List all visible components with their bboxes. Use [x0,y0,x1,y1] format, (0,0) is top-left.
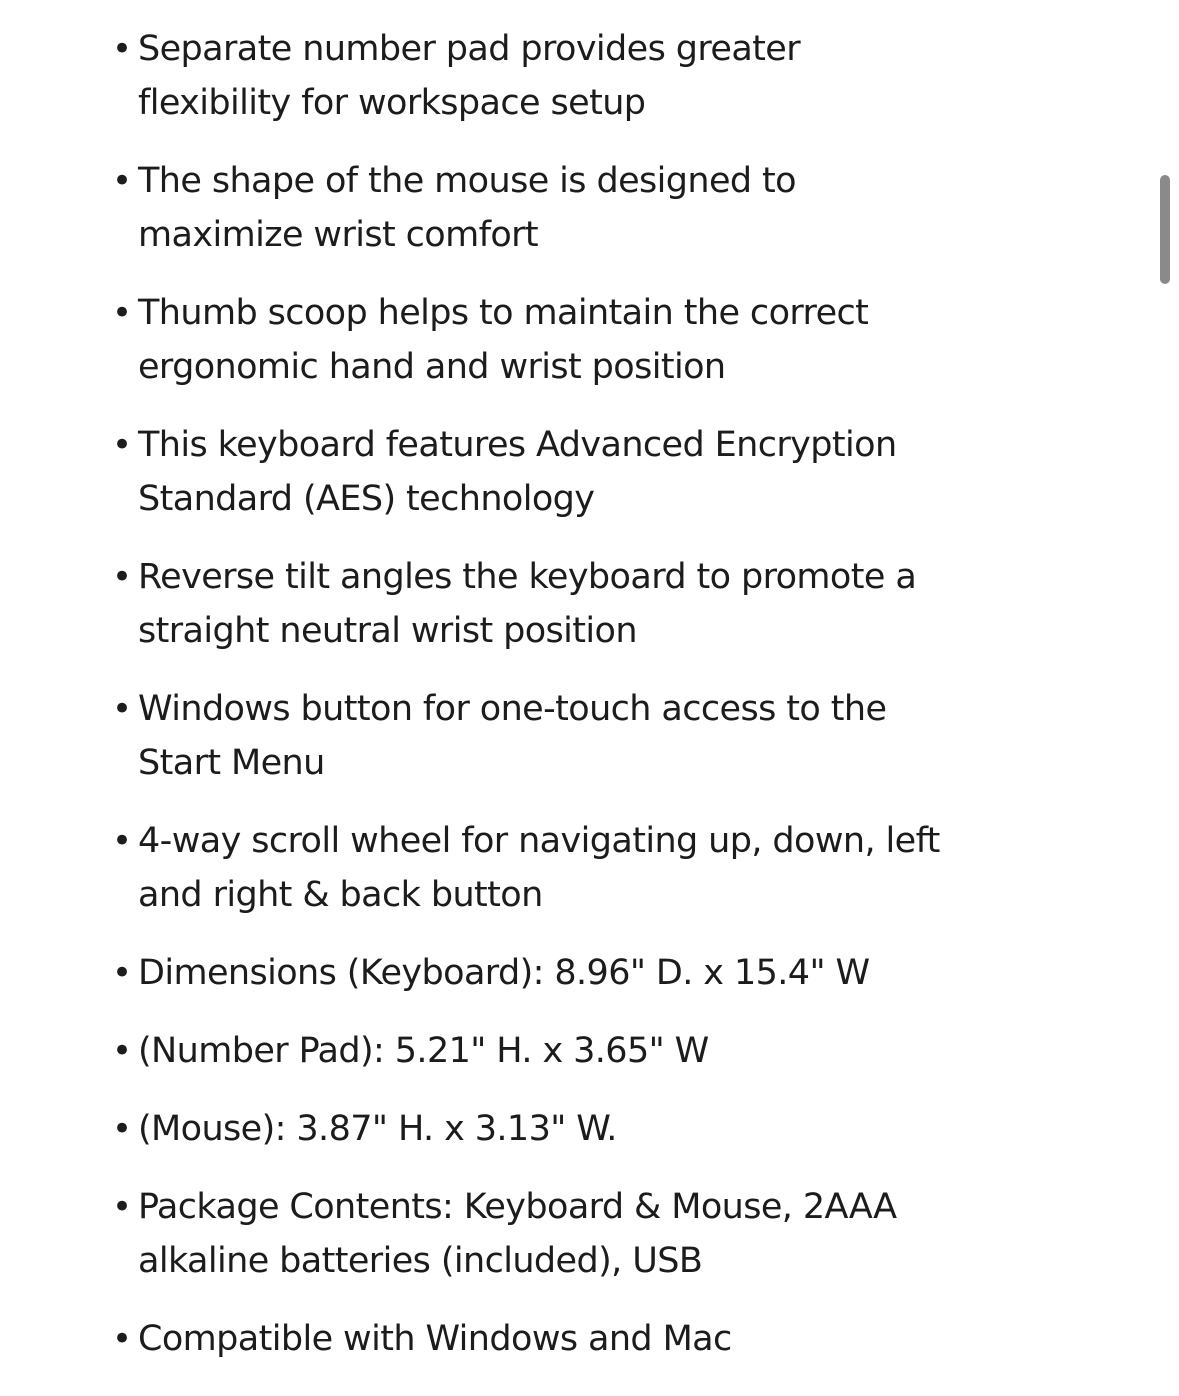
feature-list [0,22,940,1390]
bullet-icon: • [112,1031,133,1071]
feature-text: maximize wrist comfort [138,215,539,255]
feature-text: flexibility for workspace setup [138,83,646,123]
bullet-icon: • [112,1319,133,1359]
feature-text: ergonomic hand and wrist position [138,347,726,387]
feature-text: alkaline batteries (included), USB [138,1241,703,1281]
bullet-icon: • [112,1109,133,1149]
feature-list-item [0,418,940,526]
feature-text: (Mouse): 3.87" H. x 3.13" W. [138,1109,617,1149]
feature-list-item [0,550,940,658]
feature-list-item [0,154,940,262]
feature-text: 4-way scroll wheel for navigating up, down, left [138,821,940,861]
feature-text: The shape of the mouse is designed to [138,161,796,201]
bullet-icon: • [112,953,133,993]
feature-list-item [0,1024,940,1078]
feature-list-item [0,1180,940,1288]
feature-text: Dimensions (Keyboard): 8.96" D. x 15.4" W [138,953,870,993]
feature-list-item [0,1102,940,1156]
feature-text: Reverse tilt angles the keyboard to promote a [138,557,917,597]
bullet-icon: • [112,161,133,201]
feature-text: straight neutral wrist position [138,611,637,651]
feature-list-item [0,22,940,130]
feature-list-item [0,814,940,922]
feature-list-item [0,1312,940,1366]
feature-text: (Number Pad): 5.21" H. x 3.65" W [138,1031,709,1071]
bullet-icon: • [112,557,133,597]
feature-text: This keyboard features Advanced Encryption [138,425,897,465]
bullet-icon: • [112,1187,133,1227]
feature-text: Windows button for one-touch access to the [138,689,887,729]
bullet-icon: • [112,29,133,69]
feature-text: Thumb scoop helps to maintain the correct [138,293,869,333]
feature-text: Separate number pad provides greater [138,29,801,69]
bullet-icon: • [112,689,133,729]
bullet-icon: • [112,293,133,333]
bullet-icon: • [112,425,133,465]
feature-list-item [0,682,940,790]
feature-list-item [0,286,940,394]
feature-text: and right & back button [138,875,543,915]
scrollbar[interactable] [1160,175,1170,284]
feature-text: Compatible with Windows and Mac [138,1319,732,1359]
feature-list-item [0,946,940,1000]
feature-text: Standard (AES) technology [138,479,595,519]
bullet-icon: • [112,821,133,861]
feature-text: Start Menu [138,743,325,783]
feature-text: Package Contents: Keyboard & Mouse, 2AAA [138,1187,897,1227]
